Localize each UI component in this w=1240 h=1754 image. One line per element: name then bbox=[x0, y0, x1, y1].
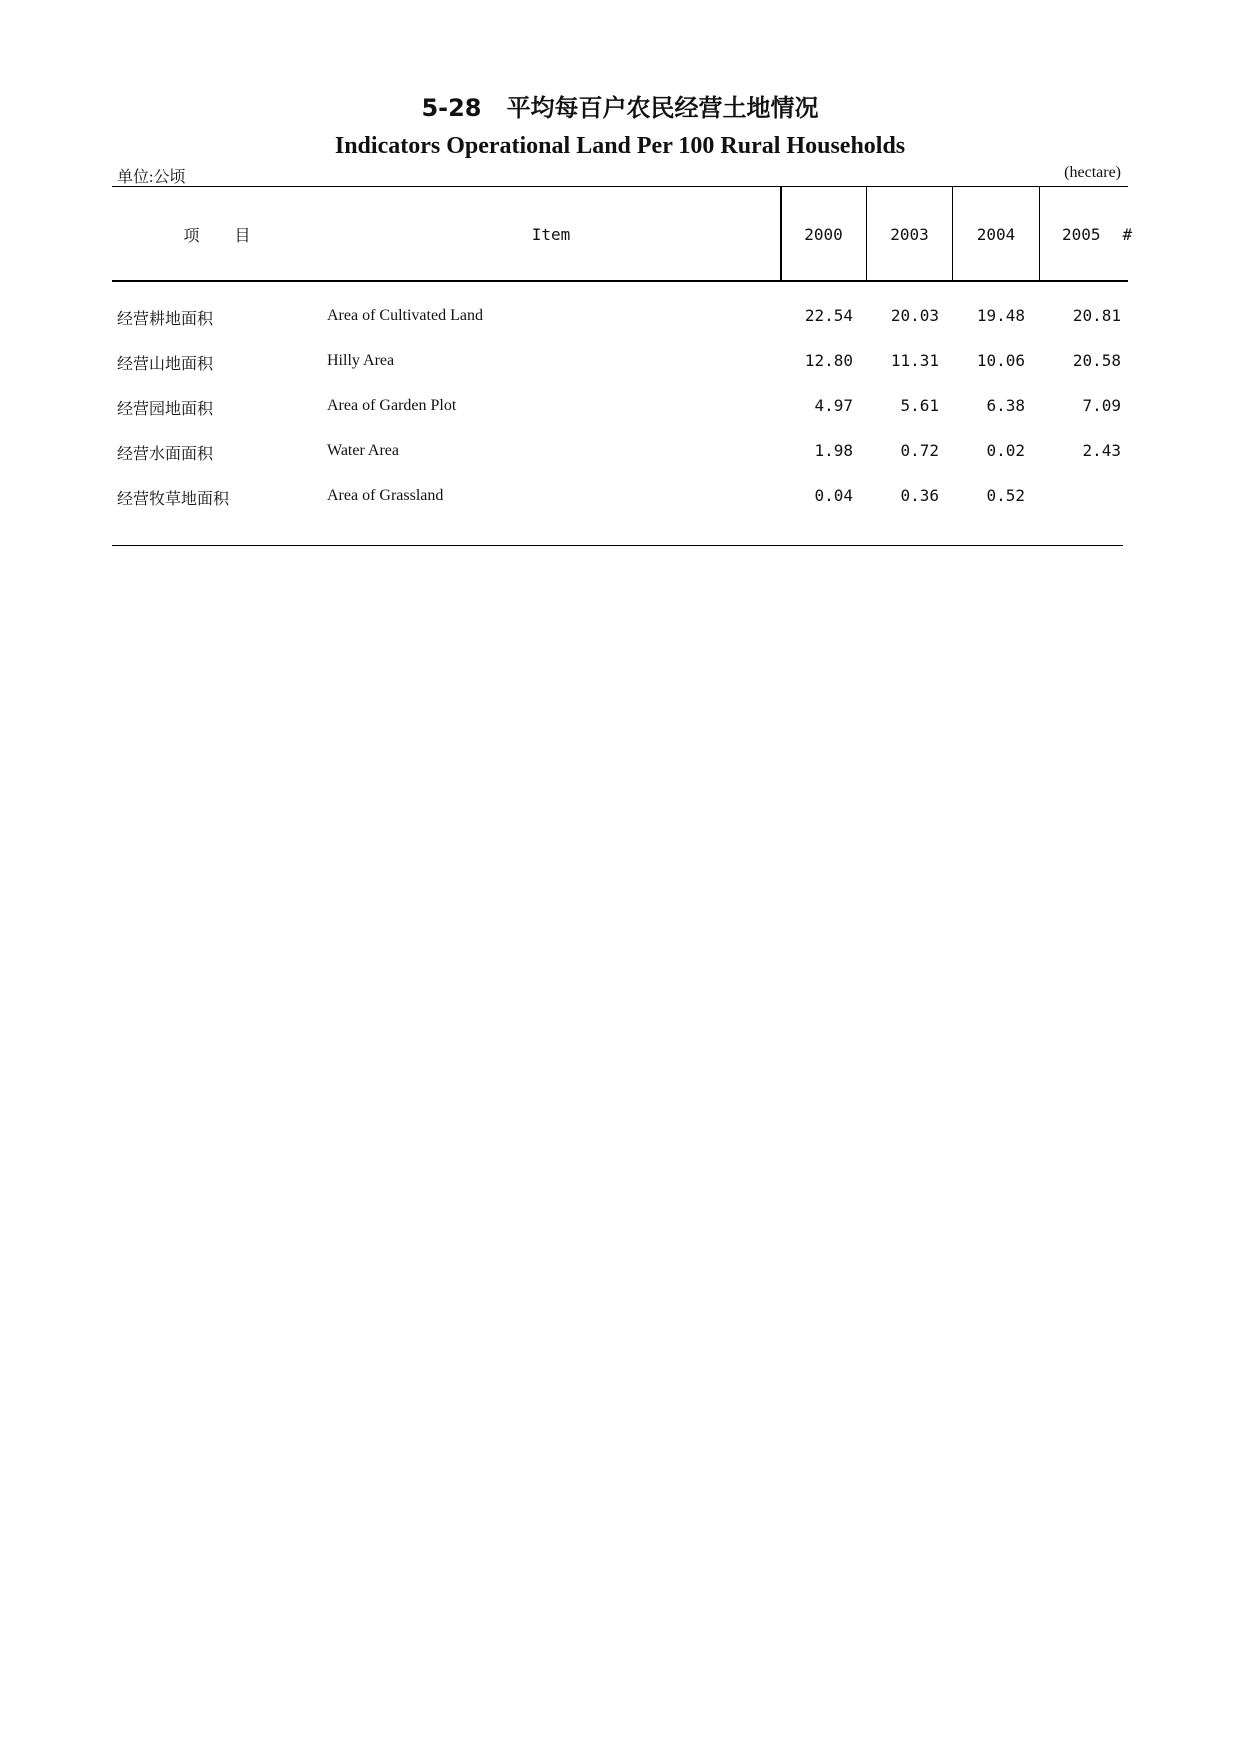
value-2000: 1.98 bbox=[814, 441, 853, 460]
table-title-english: Indicators Operational Land Per 100 Rural Households bbox=[334, 133, 906, 159]
row-label-chinese: 经营水面面积 bbox=[117, 444, 214, 463]
value-2003: 5.61 bbox=[900, 396, 939, 415]
value-2000: 4.97 bbox=[814, 396, 853, 415]
table-top-rule bbox=[112, 186, 1128, 187]
header-year-2005-cell bbox=[1040, 188, 1133, 280]
value-2004: 0.52 bbox=[986, 486, 1025, 505]
value-2004: 6.38 bbox=[986, 396, 1025, 415]
row-label-chinese: 经营园地面积 bbox=[117, 399, 214, 418]
value-2000: 12.80 bbox=[804, 351, 853, 370]
header-year-2003: 2003 bbox=[890, 224, 929, 244]
table-row bbox=[0, 351, 1240, 381]
value-2000: 22.54 bbox=[804, 306, 853, 325]
value-2004: 10.06 bbox=[976, 351, 1025, 370]
table-row bbox=[0, 396, 1240, 426]
row-label-chinese: 经营山地面积 bbox=[117, 354, 214, 373]
value-2003: 20.03 bbox=[890, 306, 939, 325]
table-row bbox=[0, 306, 1240, 336]
value-2003: 0.36 bbox=[900, 486, 939, 505]
header-item-english: Item bbox=[531, 224, 571, 244]
header-year-2004: 2004 bbox=[976, 224, 1016, 244]
value-2000: 0.04 bbox=[814, 486, 853, 505]
table-row bbox=[0, 486, 1240, 516]
unit-label-chinese: 单位:公顷 bbox=[117, 169, 186, 186]
header-bottom-rule bbox=[112, 280, 1128, 282]
value-2003: 0.72 bbox=[900, 441, 939, 460]
value-2004: 0.02 bbox=[986, 441, 1025, 460]
row-label-english: Area of Cultivated Land bbox=[327, 307, 483, 324]
value-2005: 2.43 bbox=[1082, 441, 1121, 460]
unit-label-english: (hectare) bbox=[1064, 164, 1121, 181]
row-label-chinese: 经营耕地面积 bbox=[117, 309, 214, 328]
row-label-english: Hilly Area bbox=[327, 352, 395, 369]
value-2005: 20.81 bbox=[1072, 306, 1121, 325]
value-2005: 20.58 bbox=[1072, 351, 1121, 370]
value-2005: 7.09 bbox=[1082, 396, 1121, 415]
table-title-chinese: 5-28 平均每百户农民经营土地情况 bbox=[421, 94, 819, 122]
row-label-english: Water Area bbox=[327, 442, 399, 459]
table-bottom-rule bbox=[112, 545, 1123, 546]
header-clipped-column: # bbox=[1122, 224, 1133, 244]
row-label-english: Area of Grassland bbox=[327, 487, 444, 504]
row-label-english: Area of Garden Plot bbox=[327, 397, 457, 414]
table-row bbox=[0, 441, 1240, 471]
value-2004: 19.48 bbox=[976, 306, 1025, 325]
header-item-chinese: 项 目 bbox=[183, 225, 251, 245]
header-year-2005: 2005 bbox=[1062, 224, 1101, 244]
header-year-2000: 2000 bbox=[804, 224, 843, 244]
value-2003: 11.31 bbox=[890, 351, 939, 370]
row-label-chinese: 经营牧草地面积 bbox=[117, 489, 230, 508]
